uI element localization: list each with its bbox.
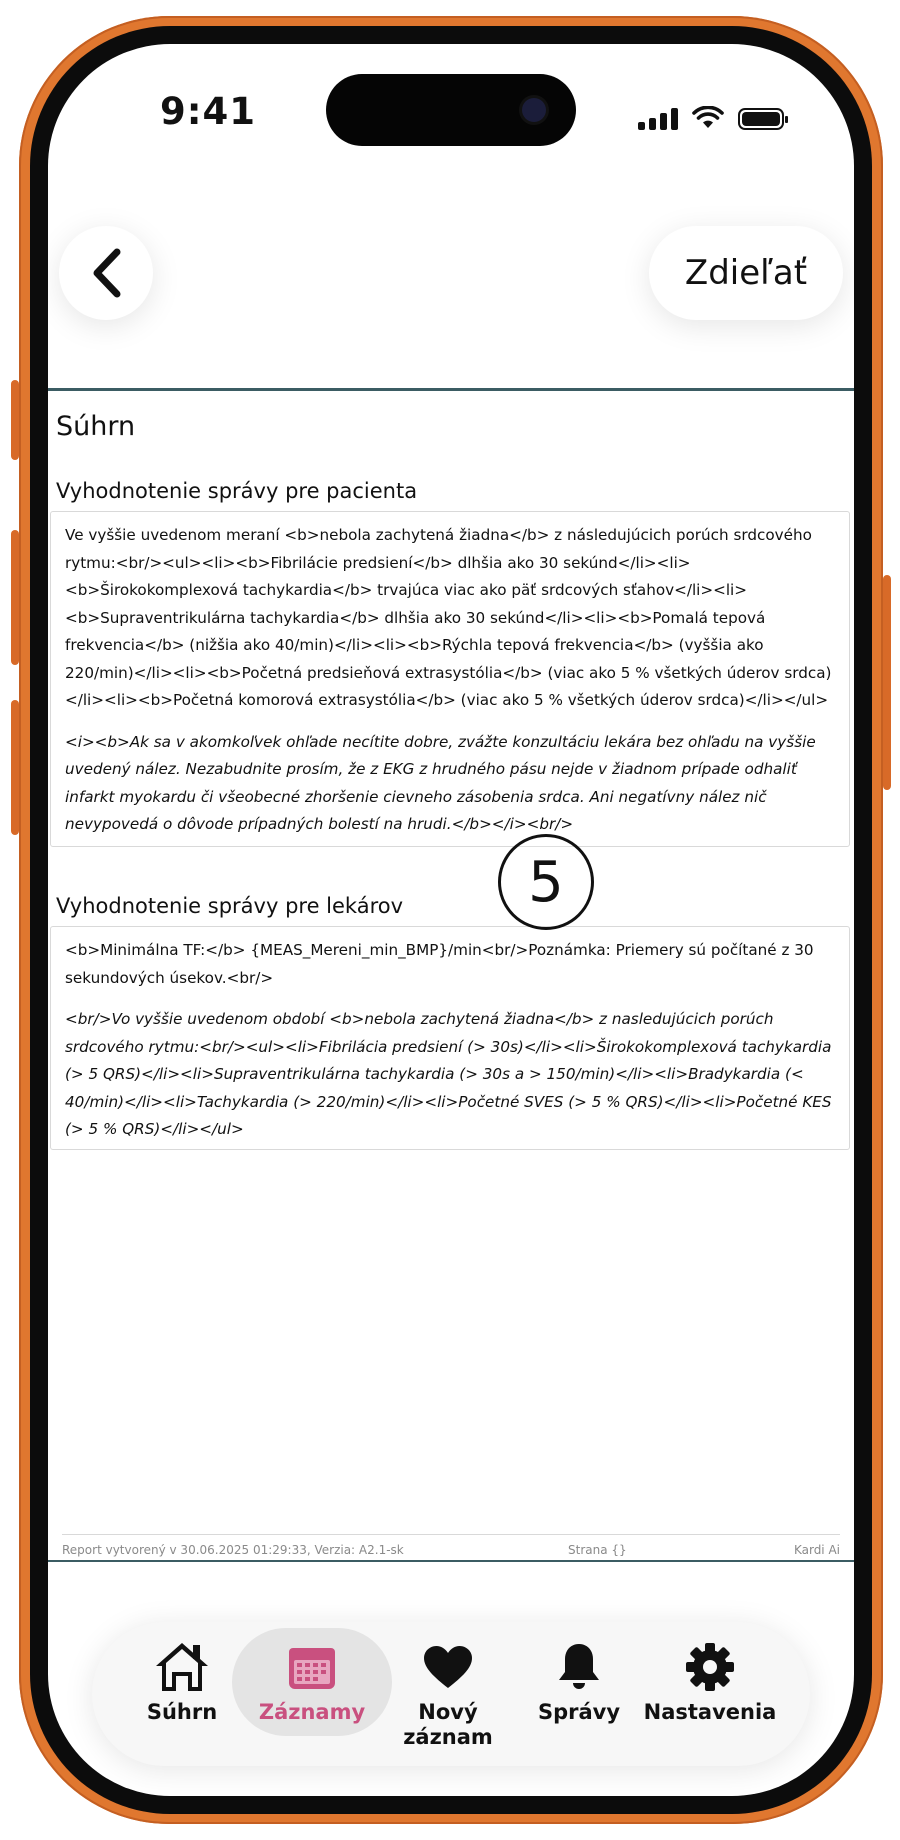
tab-records[interactable] xyxy=(247,1622,377,1766)
divider xyxy=(48,388,854,391)
tab-messages[interactable] xyxy=(514,1622,644,1766)
camera-icon xyxy=(522,98,546,122)
signal-icon xyxy=(638,108,678,130)
phone-button xyxy=(883,575,891,790)
tab-records-label: Záznamy xyxy=(258,1700,366,1724)
calendar-icon xyxy=(288,1644,336,1690)
section-title: Súhrn xyxy=(56,411,136,442)
doctor-evaluation-title: Vyhodnotenie správy pre lekárov xyxy=(56,894,404,918)
tab-bar xyxy=(92,1622,810,1766)
phone-button xyxy=(11,700,19,835)
status-bar xyxy=(48,44,854,174)
patient-evaluation-text: Ve vyššie uvedenom meraní <b>nebola zachytená žiadna</b> z následujúcich porúch srdcového rytmu:<br/><ul><li><b>Fibrilácie predsiení</b> dlhšia ako 30 sekúnd</li><li><b>Širokokomplexová tachykardia</b> trvajúca viac ako päť srdcových sťahov</li><li><b>Supraventrikulárna tachykardia</b> dlhšia ako 30 sekúnd</li><li><b>Pomalá tepová frekvencia</b> (nižšia ako 40/min)</li><li><b>Rýchla tepová frekvencia</b> (vyššia ako 220/min)</li><li><b>Početná predsieňová extrasystólia</b> (viac ako 5 % všetkých úderov srdca)</li><li><b>Početná komorová extrasystólia</b> (viac ako 5 % všetkých úderov srdca)</li></ul> xyxy=(65,526,832,709)
tab-settings-label: Nastavenia xyxy=(643,1700,777,1724)
patient-warning-text: <i><b>Ak sa v akomkoľvek ohľade necítite dobre, zvážte konzultáciu lekára bez ohľadu na vyššie uvedený nález. Nezabudnite prosím, že z EKG z hrudného pásu nejde v žiadnom prípade odhaliť infarkt myokardu či všeobecné zhoršenie cievneho zásobenia srdca. Ani negatívny nález nič nevypovedá o dôvode prípadných bolestí na hrudi.</b></i><br/> xyxy=(65,732,816,833)
doctor-evaluation-box xyxy=(50,926,850,1150)
page-number: Strana {} xyxy=(568,1543,627,1557)
bell-icon xyxy=(557,1642,601,1692)
gear-icon xyxy=(685,1642,735,1692)
heart-icon xyxy=(423,1645,473,1689)
tab-settings[interactable] xyxy=(640,1622,780,1766)
patient-evaluation-box xyxy=(50,511,850,847)
report-created-info: Report vytvorený v 30.06.2025 01:29:33, Verzia: A2.1-sk xyxy=(62,1543,404,1557)
status-icons xyxy=(638,100,784,130)
tab-summary[interactable] xyxy=(117,1622,247,1766)
top-navigation xyxy=(48,174,854,388)
home-icon xyxy=(153,1640,211,1694)
report-footer xyxy=(62,1534,840,1557)
wifi-icon xyxy=(692,106,724,130)
tab-messages-label: Správy xyxy=(537,1700,621,1724)
phone-button xyxy=(11,530,19,665)
patient-evaluation-title: Vyhodnotenie správy pre pacienta xyxy=(56,479,418,503)
chevron-left-icon xyxy=(89,248,123,298)
battery-icon xyxy=(738,108,784,130)
divider xyxy=(48,1560,854,1562)
doctor-evaluation-text: <br/>Vo vyššie uvedenom období <b>nebola zachytená žiadna</b> z nasledujúcich porúch srdcového rytmu:<br/><ul><li>Fibrilácia predsiení (> 30s)</li><li>Širokokomplexová tachykardia (> 5 QRS)</li><li>Supraventrikulárna tachykardia (> 30s a > 150/min)</li><li>Bradykardia (< 40/min)</li><li>Tachykardia (> 220/min)</li><li>Početné SVES (> 5 % QRS)</li><li>Početné KES (> 5 % QRS)</li></ul> xyxy=(65,1010,832,1138)
status-time: 9:41 xyxy=(160,90,257,133)
tab-new-record-label: Nový záznam xyxy=(403,1700,493,1749)
share-button[interactable]: Zdieľať xyxy=(649,226,843,320)
app-screen xyxy=(48,44,854,1796)
step-marker: 5 xyxy=(498,834,594,930)
doctor-min-hr-text: <b>Minimálna TF:</b> {MEAS_Mereni_min_BMP}/min<br/>Poznámka: Priemery sú počítané z 30 sekundových úsekov.<br/> xyxy=(65,941,814,987)
tab-summary-label: Súhrn xyxy=(146,1700,218,1724)
tab-new-record[interactable] xyxy=(383,1622,513,1766)
dynamic-island xyxy=(326,74,576,146)
back-button[interactable] xyxy=(59,226,153,320)
brand-label: Kardi Ai xyxy=(793,1543,840,1557)
phone-button xyxy=(11,380,19,460)
